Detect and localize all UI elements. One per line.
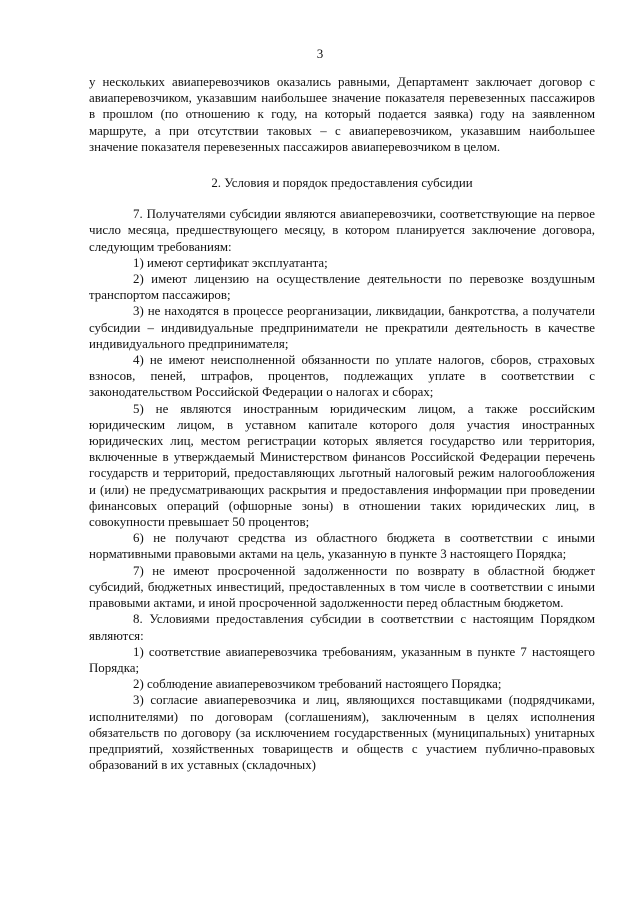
paragraph-8-intro: 8. Условиями предоставления субсидии в соответствии с настоящим Порядком являются: [89,612,595,643]
condition-item-2: 2) соблюдение авиаперевозчиком требований настоящего Порядка; [133,677,502,692]
section-heading: 2. Условия и порядок предоставления субсидии [211,176,473,191]
paragraph-7-intro: 7. Получателями субсидии являются авиаперевозчики, соответствующие на первое число месяца, предшествующего месяцу, в котором планируется заключение договора, следующим требованиям: [89,207,595,254]
requirement-item-7: 7) не имеют просроченной задолженности по возврату в областной бюджет субсидий, бюджетных инвестиций, предоставленных в том числе в соответствии с иными правовыми актами, и иной просроченной задолженности перед областным бюджетом. [89,563,595,611]
requirement-item-4: 4) не имеют неисполненной обязанности по уплате налогов, сборов, страховых взносов, пеней, штрафов, процентов, подлежащих уплате в соответствии с законодательством Российской Федерации о налогах и сборах; [89,353,595,400]
requirement-item-6: 6) не получают средства из областного бюджета в соответствии с иными нормативными правовыми актами на цель, указанную в пункте 3 настоящего Порядка; [89,531,595,562]
document-body [89,74,595,773]
condition-item-1: 1) соответствие авиаперевозчика требованиям, указанным в пункте 7 настоящего Порядка; [89,644,595,675]
condition-item-3: 3) согласие авиаперевозчика и лиц, являющихся поставщиками (подрядчиками, исполнителями) по договорам (соглашениям), заключенным в целях исполнения обязательств по договору (за исключением государственных (муниципальных) унитарных предприятий, хозяйственных товариществ и обществ с участием публично-правовых образований в их уставных (складочных) [89,693,595,773]
requirement-item-3: 3) не находятся в процессе реорганизации, ликвидации, банкротства, а получатели субсидии – индивидуальные предприниматели не прекратили деятельность в качестве индивидуального предпринимателя; [89,304,595,351]
continuation-paragraph: у нескольких авиаперевозчиков оказались равными, Департамент заключает договор с авиаперевозчиком, указавшим наибольшее значение показателя перевезенных пассажиров в прошлом (по отношению к году, на который подается заявка) году на заявленном маршруте, а при отсутствии таковых – с авиаперевозчиком, указавшим наибольшее значение показателя перевезенных пассажиров авиаперевозчиком в целом. [89,75,595,154]
page-number: 3 [316,46,324,61]
requirement-item-5: 5) не являются иностранным юридическим лицом, а также российским юридическим лицом, в уставном капитале которого доля участия иностранных юридических лиц, местом регистрации которых является государство или территория, включенные в утверждаемый Министерством финансов Российской Федерации перечень государств и территорий, предоставляющих льготный налоговый режим налогообложения и (или) не предусматривающих раскрытия и предоставления информации при проведении финансовых операций (офшорные зоны) в отношении таких юридических лиц, в совокупности превышает 50 процентов; [89,401,595,530]
requirement-item-1: 1) имеют сертификат эксплуатанта; [133,255,328,270]
requirement-item-2: 2) имеют лицензию на осуществление деятельности по перевозке воздушным транспортом пассажиров; [89,272,595,303]
